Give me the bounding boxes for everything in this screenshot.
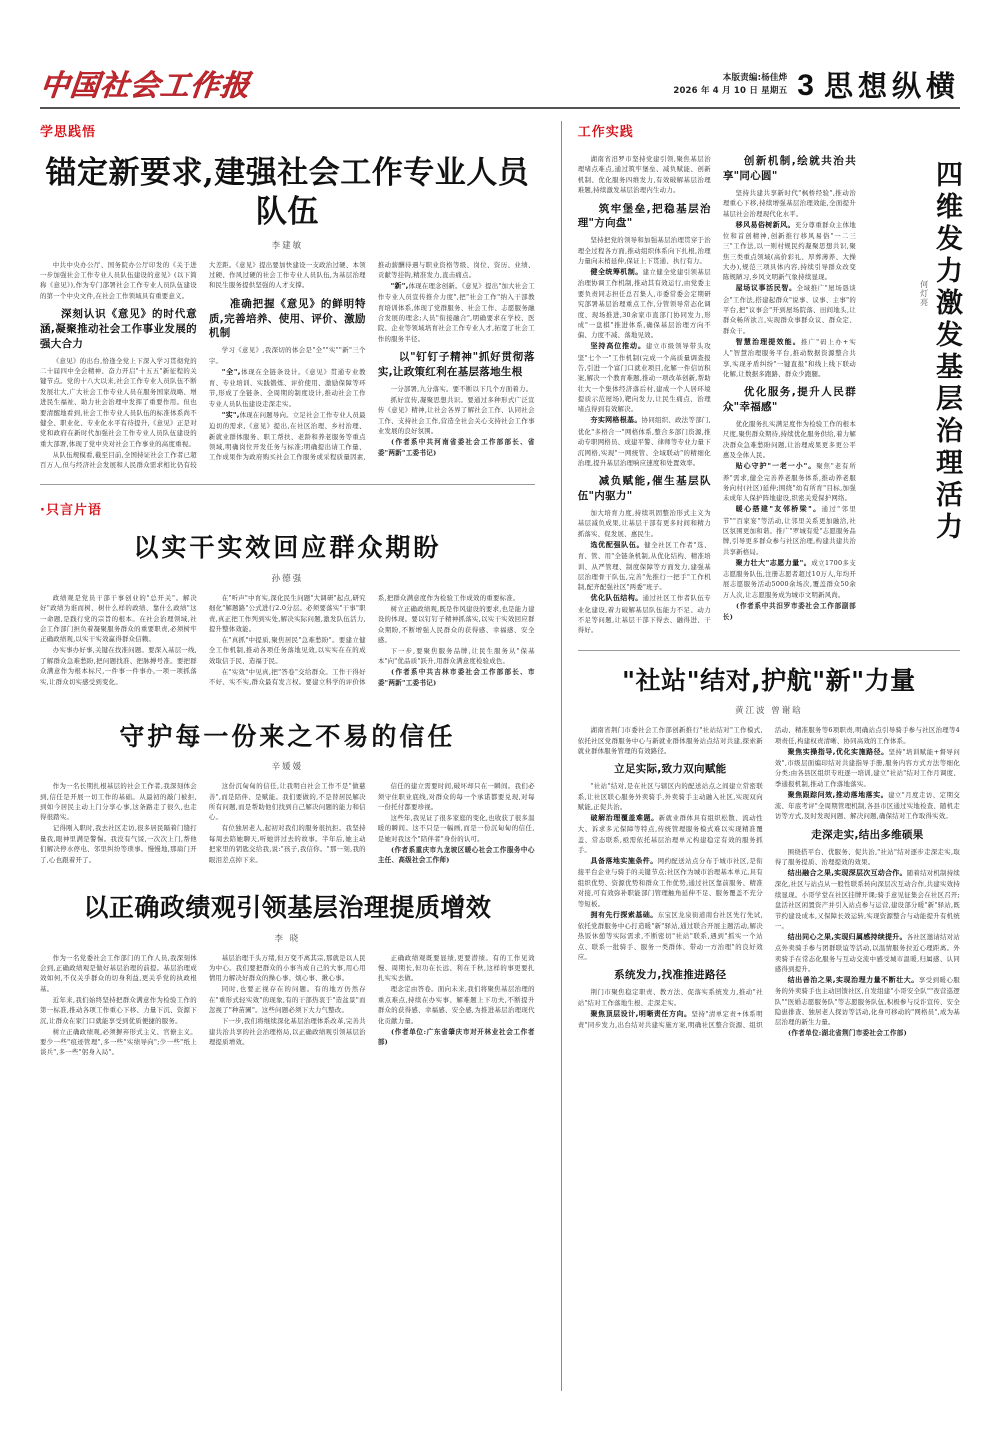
inline-head: 暖心搭建"友邻桥梁"。 xyxy=(735,505,822,514)
paragraph: 《意见》的出台,恰逢全党上下深入学习贯彻党的二十届四中全会精神、奋力开启"十五五"新征程的关键节点。党的十八大以来,社会工作专业人员队伍不断发展壮大,广大社会工作专业人员在服务国家战略、增进民生福祉、助力社会治理中发挥了重要作用。但也要清醒地看到,社会工作专业人员队伍的标准体系尚不健全、职业化、专业化水平有待提升,《意见》正是对党和政府在新时代加强社会工作专业人员队伍建设的重大部署,体现了党中央对社会工作事业的高度重视。 xyxy=(40,356,197,448)
article-1-subhead-2: 准确把握《意见》的鲜明特质,完善培养、使用、评价、激励机制 xyxy=(208,297,366,340)
inline-head: "全", xyxy=(221,367,241,376)
paragraph-text: 体现在全链条设计。《意见》贯通专业教育、专业培训、实践锻炼、评价使用、激励保障等环节,形成了全链条、全周期的制度设计,推动社会工作专业人员队伍建设走深走实。 xyxy=(208,367,366,408)
paragraph-text: 全域推广"屋场恳谈会"工作法,搭建起群众"说事、议事、主事"的平台,把"议事会"开到屋场院落、田间地头,让群众畅所欲言,实现群众事群众议、群众定、群众干。 xyxy=(722,284,856,335)
paragraph xyxy=(775,932,960,974)
article-1-subhead-3: 以"钉钉子精神"抓好贯彻落实,让政策红利在基层落地生根 xyxy=(377,351,535,378)
paragraph: 树立正确政绩观,既是作风建设的要求,也是能力建设的体现。要以钉钉子精神抓落实,以实干实效回应群众期盼,不断增强人民群众的获得感、幸福感、安全感。 xyxy=(377,604,535,645)
paragraph: 下一步,要聚焦服务品牌,让民生服务从"保基本"向"优品质"跃升,用群众满意度检验成色。 xyxy=(377,647,535,666)
article-3-byline: 辛媛媛 xyxy=(271,762,304,773)
inline-head: "实", xyxy=(221,410,240,419)
inline-head: 结出善治之果,实现治理力量不断壮大。 xyxy=(787,975,919,984)
inline-head: 智慧治理提效能。 xyxy=(735,337,801,346)
article-last-subhead-3: 走深走实,结出多维硕果 xyxy=(811,828,924,841)
paragraph xyxy=(723,504,856,557)
paragraph: 坚持把党的领导和加强基层治理贯穿于治理全过程各方面,推动组织体系向下扎根,治理力量向末梢延伸,保证上下贯通、执行有力。 xyxy=(577,236,711,266)
paragraph-text: 健全社区工作者"选、育、管、用"全链条机制,从优化结构、精准培训、从严管理、制度保障等方面发力,建强基层治理骨干队伍,完善"先推行一把手"工作机制,配齐配强社区"两委"班子。 xyxy=(577,540,711,592)
paragraph: 记得刚入职时,我去社区走访,很多居民隔着门缝打量我,眼神里满是警惕。我没有气馁,一次次上门,帮他们解决停水停电、邻里纠纷等琐事。慢慢地,那扇门开了,心也跟着开了。 xyxy=(40,824,197,864)
article-2-headline[interactable]: 以实干实效回应群众期盼 xyxy=(133,533,442,563)
paragraph: 从队伍规模看,截至目前,全国持证社会工作者已超百万人,但与经济社会发展和人民群众需求相比仍有较大差距。《意见》提出要加快建设一支政治过硬、本领过硬、作风过硬的社会工作专业人员队伍,为基层治理和民生服务提供坚强的人才支撑。 xyxy=(40,260,366,470)
paragraph xyxy=(775,790,960,822)
paragraph xyxy=(209,367,366,409)
paragraph-text: 东宝区龙泉街道南台社区先行先试,依托党群服务中心打造暖"新"驿站,通过联合开展主题活动,解决热饭休憩等实际需求,不断密切"社站"联系,遇到"抓实一个站点、联系一批骑手、服务一类群体、带动一方治理"的良好效应。 xyxy=(577,910,763,962)
paragraph: 湖南省荆门市委社会工作部创新推行"社站结对"工作模式,依托社区党群服务中心与新就业群体服务站点结对共建,探索新就业群体服务管理的有效路径。 xyxy=(577,726,763,756)
inline-head: 优化队伍结构。 xyxy=(590,594,643,603)
newspaper-page xyxy=(0,38,1000,1448)
paragraph xyxy=(723,283,856,336)
spacer xyxy=(40,689,535,715)
paragraph xyxy=(578,267,711,341)
paragraph xyxy=(578,540,711,593)
paragraph: 理念定由答卷。面向未来,我们将聚焦基层治理的重点难点,持续在办实事、解难题上下功夫,不断提升群众的获得感、幸福感、安全感,为推进基层治理现代化贡献力量。 xyxy=(377,985,535,1025)
feature-vertical-headline[interactable]: 四维发力激发基层治理活力 xyxy=(931,160,962,544)
paragraph-text: 坚持"培训赋能+督导问效",市级层面编印结对共建指导手册,服务内容方式方法等细化分类;由各县区组织专班逐一培训,建立"社站"结对工作月调度、季通报机制,推动工作落地落实。 xyxy=(774,747,960,788)
paragraph: 中共中央办公厅、国务院办公厅印发的《关于进一步加强社会工作专业人员队伍建设的意见》(以下简称《意见》),作为专门部署社会工作专业人员队伍建设的第一个中央文件,在社会工作领域具有重要意义。 xyxy=(40,260,197,300)
paragraph: 在"实效"中见真,把"答卷"交给群众。工作干得好不好、实不实,群众最有发言权。要建立科学的评价体系,把群众满意度作为检验工作成效的重要标准。 xyxy=(208,593,520,687)
article-correct-performance-view xyxy=(40,892,535,1058)
issue-editor: 本版责编:杨佳烨 xyxy=(722,73,788,84)
inline-head: 聚焦实操指导,优化实施路径。 xyxy=(787,747,889,756)
article-3-body xyxy=(40,781,535,866)
paragraph: 一分部署,九分落实。要不断以下几个方面着力。 xyxy=(390,384,533,393)
paragraph-text: 推广"码上办+实人"智慧治理服务平台,推动数据资源整合共享,实现矛盾纠纷"一键直报"和线上线下联动化解,让数据多跑路、群众少跑腿。 xyxy=(722,337,857,378)
article-1-headline[interactable]: 锚定新要求,建强社会工作专业人员队伍 xyxy=(45,155,530,230)
article-last-byline: 黄江波 曾谢晗 xyxy=(735,706,803,717)
article-last-subhead-1: 立足实际,致力双向赋能 xyxy=(614,763,727,776)
spacer xyxy=(40,866,535,892)
paragraph-text: 建立市级领导带头攻坚"七个一"工作机制(完成一个高质量调查报告,引进一个富门口就业项目,化解一件信访积案,解决一个教育难题,推动一项改革创新,帮助壮大一个集体经济落后村,建成一个人居环境提质示范屋场),靶向发力,让民生痛点、治理堵点得到有效解决。 xyxy=(577,342,711,414)
paragraph-text: 体现在问题导向。立足社会工作专业人员最迫切的需求,《意见》提出,在社区治理、乡村治理、新就业群体服务、职工帮扶、老龄和养老服务等重点领域,明确岗位开发任务与标准;明确提出请工作量、工作成果作为政府购买社会工作服务或采程质量因素,推动薪酬待遇与职业资格等级、岗位、资历、业绩、贡献等挂钩,精准发力,直击痛点。 xyxy=(208,260,535,462)
masthead-rule xyxy=(40,107,960,109)
paragraph: 湖南省汨罗市坚持党建引领,聚焦基层治理堵点难点,通过筑牢堡垒、减负赋能、创新机制、优化服务四维发力,有效破解基层治理难题,持续激发基层治理内生动力。 xyxy=(577,155,711,195)
page-number: 3 xyxy=(797,69,814,103)
inline-head: "新", xyxy=(390,281,409,290)
inline-head: 健全统筹机制。 xyxy=(590,268,643,277)
feature-attribution: (作者系中共汨罗市委社会工作部副部长) xyxy=(722,601,856,621)
feature-vertical-byline: 何灯亮 xyxy=(919,280,929,307)
feature-subhead-1: 筑牢堡垒,把稳基层治理"方向盘" xyxy=(577,202,711,230)
paragraph xyxy=(775,868,960,931)
right-column xyxy=(574,121,960,1391)
inline-head: 贴心守护"一老一小"。 xyxy=(735,462,817,471)
article-2-body xyxy=(40,593,535,689)
paragraph-text: 享受到暖心服务的外卖骑手也主动回馈社区,自发组建"小哥安全队""夜营巡逻队""医婚志愿服务队"等志愿服务队伍,积极参与反诈宣传、安全隐患排查、独居老人探访等活动,化身可移动的"网格员",成为基层治理的新生力量。 xyxy=(774,975,961,1027)
paragraph xyxy=(723,558,856,600)
paragraph: 同时,也要正视存在的问题。有的地方仍然存在"重形式轻实效"的现象,有的干部热衷于"造盆景"而忽视了"种苗圃"。这些问题必须下大力气整改。 xyxy=(208,985,366,1015)
paragraph: 这份沉甸甸的信任,让我明白社会工作不是"做慈善",而是陪伴、是赋能。我们要做的,不是替居民解决所有问题,而是帮助他们找到自己解决问题的能力和信心。 xyxy=(208,782,366,822)
paragraph: "社站"结对,是在社区与辖区内的配送站点之间建立常密联系,让社区联心服务外卖骑手,外卖骑手主动融入社区,实现双向赋能,正促共治。 xyxy=(577,782,763,812)
paragraph: 围绕搭平台、优服务、促共治,"社站"结对逐步走深走实,取得了服务提质、治理提效的效果。 xyxy=(774,847,960,867)
newspaper-logo[interactable] xyxy=(38,68,252,102)
divider xyxy=(40,484,535,485)
paragraph xyxy=(378,281,535,344)
paragraph-text: 网约配送站点分布于城市社区,是衔接平台企业与骑手的关键节点;社区作为城市治理基本单元,具有组织优势、资源优势和群众工作优势,通过社区靠前服务、精准对接,可有效弥补职能部门管理触角延伸不足、服务覆盖不充分等短板。 xyxy=(577,857,763,908)
paragraph: 基层治理千头万绪,但万变不离其宗,那就是以人民为中心。我们要把群众的小事当成自己的大事,用心用情用力解决好群众的操心事、烦心事、揪心事。 xyxy=(208,953,366,983)
inline-head: 坚持高位推动。 xyxy=(590,342,646,351)
article-guard-trust xyxy=(40,721,535,866)
issue-info xyxy=(673,72,787,100)
inline-head: 具备落地实施条件。 xyxy=(590,857,658,866)
paragraph: 下一步,我们将继续深化基层治理体系改革,完善共建共治共享的社会治理格局,以正确政绩观引领基层治理提质增效。 xyxy=(208,1017,366,1046)
inline-head: 移风易俗树新风。 xyxy=(735,220,795,229)
paragraph-text: 各社区邀请结对站点外卖骑手参与团群联谊等活动,以温情服务拉近心理距离。外卖骑手在常态化服务与互动交流中感受城市温暖,归属感、认同感得到提升。 xyxy=(774,932,960,973)
article-last-attribution: (作者单位:湖北省荆门市委社会工作部) xyxy=(788,1029,907,1038)
feature-text xyxy=(578,154,856,636)
article-last-headline[interactable]: "社站"结对,护航"新"力量 xyxy=(622,665,916,695)
paragraph: 有位独居老人,起初对我们的服务很抗拒。我坚持每周去陪她聊天,听她讲过去的故事。半年后,她主动把家里的钥匙交给我,说:"孩子,我信你。"那一刻,我的眼泪差点掉下来。 xyxy=(208,824,366,864)
paragraph xyxy=(723,220,856,283)
article-1-body xyxy=(40,260,535,471)
page-content xyxy=(40,121,960,1391)
article-2-attribution: (作者系中共吉林市委社会工作部部长、市委"两新"工委书记) xyxy=(377,668,535,688)
article-four-dimensions xyxy=(578,154,960,636)
section-name: 思想纵横 xyxy=(823,69,960,104)
paragraph: 正确政绩观既要显绩,更要潜绩。有的工作见效慢、周期长,但功在长远、利在千秋,这样的事更要扎扎实实去做。 xyxy=(377,953,535,983)
inline-head: 聚力壮大"志愿力量"。 xyxy=(735,558,812,567)
inline-head: 拥有先行探索基础。 xyxy=(590,910,658,919)
paragraph-text: 建立健全党建引领基层治理协调工作机制,推动其有效运行,由党委主要负责同志担任总召集人,市委常委会定期研究部署基层治理重点工作,分管领导常态化调度、现场推进,30余家市直部门协同发力,形成"一盘棋"推进体系,确保基层治理方向不偏、力度不减、落地见效。 xyxy=(577,268,711,340)
paragraph: 坚持共建共享新时代"枫桥经验",推动治理重心下移,持续增强基层治理效能,全面提升基层社会治理现代化水平。 xyxy=(722,188,856,218)
paragraph: 加大培育力度,持续巩固整治形式主义为基层减负成果,让基层干部有更多时间和精力抓落实、促发展、惠民生。 xyxy=(577,509,711,538)
feature-subhead-3: 优化服务,提升人民群众"幸福感" xyxy=(722,386,856,414)
paragraph: 优化服务扎实满足度作为检验工作的根本尺度,聚焦群众期待,持续优化服务供给,着力解决群众急难愁盼问题,让治理成果更多更公平惠及全体人民。 xyxy=(722,420,856,460)
paragraph-text: 坚持"清单定责+体系明责"同步发力,出台结对共建实施方案,明确社区整合资源、组织活动、精准服务等6项职责,明确站点引导骑手参与社区治理等4项责任,构建权责清晰、协同高效的工作体系。 xyxy=(577,726,960,1030)
newspaper-logo-text: 中国社会工作报 xyxy=(38,68,252,102)
paragraph xyxy=(578,813,763,855)
article-shezhan-pairing xyxy=(578,665,960,1039)
article-4-headline[interactable]: 以正确政绩观引领基层治理提质增效 xyxy=(83,893,492,923)
article-4-byline: 李 晓 xyxy=(274,933,301,944)
article-1-subhead-1: 深刻认识《意见》的时代意涵,凝聚推动社会工作事业发展的强大合力 xyxy=(40,308,197,350)
paragraph: 办实事办好事,关键在找准问题。要深入基层一线,了解群众急难愁盼,把问题找准、把脉搏号准。要把群众满意作为根本标尺,一件事一件事办,一项一项抓落实,让群众切实感受到变化。 xyxy=(40,646,197,686)
feature-subhead-mechanism: 创新机制,绘就共治共享"同心圆" xyxy=(722,155,856,182)
paragraph: 在"真抓"中提质,聚焦居民"急难愁盼"。要建立健全工作机制,推动各项任务落地见效,以实实在在的成效取信于民、造福于民。 xyxy=(208,636,366,665)
paragraph: 抓好宣传,凝聚思想共识。要通过多种形式广泛宣传《意见》精神,让社会各界了解社会工作、认同社会工作、支持社会工作,营造全社会关心支持社会工作事业发展的良好氛围。 xyxy=(377,395,535,436)
paragraph: 政绩观是党员干部干事创业的"总开关"。解决好"政绩为谁而树、树什么样的政绩、靠什么政绩"这一命题,是践行党的宗旨的根本。在社会治理领域,社会工作部门担负着凝聚服务群众的重要职责,必须树牢正确政绩观,以实干实效赢得群众信赖。 xyxy=(40,593,197,644)
inline-head: 屋场议事活民智。 xyxy=(735,284,797,293)
paragraph: 在"听声"中育实,深化民生问题"大调研"起点,研究细化"解题路"公式进行2.0分层。必须要落实"干事"职责,真正把工作列到实处,解决实际问题,激发队伍活力,提升整体效能。 xyxy=(208,593,366,634)
masthead xyxy=(38,38,960,104)
paragraph xyxy=(723,461,856,503)
kicker-xuesijianwu: 学思践悟 xyxy=(40,125,97,140)
article-2-byline: 孙德强 xyxy=(271,573,304,584)
paragraph-text: 随着结对机制持续深化,社区与站点从一般性联系转向深层次互动合作,共建实效持续显现。小哥学堂在社区挂牌开课;骑手意见征集会在社区召开;盘活社区闲置资产并引入站点参与运营,建设部分暖"新"驿站,既节约建设成本,又保障长效运转,实现资源整合与动能提升有机统一。 xyxy=(774,869,960,930)
paragraph-text: 通过社区工作者队伍专业化建设,着力破解基层队伍能力不足、动力不足等问题,让基层干部下得去、融得进、干得好。 xyxy=(577,594,711,635)
paragraph: 信任的建立需要时间,破坏却只在一瞬间。我们必须守住职业底线,对群众的每一个承诺都要兑现,对每一份托付都要珍视。 xyxy=(377,782,535,812)
paragraph: 作为一名长期扎根基层的社会工作者,我深刻体会到,信任是开展一切工作的基础。从最初的敲门被拒,到如今居民主动上门分享心事,这条路走了很久,也走得很踏实。 xyxy=(40,782,197,822)
paragraph xyxy=(578,856,763,909)
paragraph-text: 建立"月度走访、定期交流、年底考评"全周期管理机制,各县市区通过实地检查、随机走访等方式,及时发现问题、解决问题,确保结对工作取得实效。 xyxy=(774,790,960,821)
article-respond-to-expectations xyxy=(40,532,535,688)
inline-head: 聚焦顶层设计,明晰责任方向。 xyxy=(590,1009,692,1018)
inline-head: 聚焦跟踪问效,推动落地落实。 xyxy=(787,790,889,799)
article-3-headline[interactable]: 守护每一份来之不易的信任 xyxy=(119,721,456,751)
article-4-body xyxy=(40,953,535,1058)
paragraph-text: 通过"邻里节""百家宴"等活动,让邻里关系更加融洽,社区氛围更加和谐。推广"罗城有爱"志愿服务品牌,引导更多群众参与社区治理,构建共建共治共享新格局。 xyxy=(722,505,856,556)
paragraph xyxy=(723,337,856,379)
article-4-attribution: (作者单位:广东省肇庆市对开林业社会工作者部) xyxy=(377,1027,535,1047)
issue-date: 2026 年 4 月 10 日 星期五 xyxy=(673,85,788,96)
article-1-attribution: (作者系中共河南省委社会工作部部长、省委"两新"工委书记) xyxy=(377,438,535,457)
paragraph xyxy=(578,341,711,415)
feature-body xyxy=(578,154,864,636)
masthead-right xyxy=(673,69,960,104)
paragraph-text: 体现在理念创新。《意见》提出"加大社会工作专业人员宣传推介力度",把"社会工作"纳入干部教育培训体系,体现了党群服务、社会工作、志愿服务融合发展的理念;人员"衔接融合",明确要求在学校、医院、企业等领域培育社会工作专业人才,拓宽了社会工作的服务半径。 xyxy=(377,281,535,343)
article-last-subhead-2: 系统发力,找准推进路径 xyxy=(614,969,727,982)
paragraph xyxy=(578,593,711,635)
article-anchor-new-requirements xyxy=(40,154,535,470)
kicker-zhiyanpianyu: ·只言片语 xyxy=(40,503,102,519)
paragraph: 这些年,我见证了很多家庭的变化,也收获了很多温暖的瞬间。这不只是一幅画,而是一份沉甸甸的信任,是她对我这个"陪伴者"身份的认可。 xyxy=(377,814,535,843)
inline-head: 夯实网格根基。 xyxy=(590,416,642,425)
kicker-gongzuoshijian: 工作实践 xyxy=(577,125,634,140)
paragraph: 学习《意见》,我深切的体会是"全""实""新"三个字。 xyxy=(208,346,366,365)
paragraph xyxy=(775,975,960,1028)
paragraph xyxy=(578,910,763,963)
paragraph-text: 协同组织、政法等部门,优化"多格合一"网格体系,整合多部门资源,推动专职网格员、成建平警、律师等专业力量下沉网格,实现"一网统管、全域联动"的精细化治理,提升基层治理响应速度和处置效率。 xyxy=(577,416,711,467)
inline-head: 选优配强队伍。 xyxy=(590,540,645,549)
inline-head: 破解治理覆盖难题。 xyxy=(590,814,659,823)
column-divider xyxy=(561,121,562,1391)
paragraph-text: 聚焦"老有所养"需求,健全完善养老服务体系,推动养老服务向村(社区)延伸;围绕"幼有所育"目标,加强未成年人保护阵地建设,织密关爱保护网络。 xyxy=(722,462,856,503)
inline-head: 结出同心之果,实现归属感持续提升。 xyxy=(787,932,907,941)
paragraph-text: 新就业群体具有组织松散、流动性大、诉求多元保障等特点,传统管理服务模式难以实现精准覆盖、常态联系,亟需依托基层治理单元构建稳定有效的服务抓手。 xyxy=(577,814,763,855)
paragraph xyxy=(578,415,711,468)
paragraph xyxy=(775,747,960,789)
article-3-attribution: (作者系重庆市九龙坡区暖心社会工作服务中心主任、高级社会工作师) xyxy=(377,845,535,865)
paragraph-text: 成立1700多支志愿服务队伍,注册志愿者超过10万人,年均开展志愿服务活动5000余场次,覆盖群众50余万人次,让志愿服务成为城市文明新风尚。 xyxy=(722,558,857,599)
paragraph: 近年来,我们始终坚持把群众满意作为检验工作的第一标准,推动各项工作重心下移、力量下沉、资源下沉,让群众在家门口就能享受到优质便捷的服务。 xyxy=(40,995,197,1025)
inline-head: 结出融合之果,实现深层次互动合作。 xyxy=(787,869,907,878)
article-1-byline: 李建敏 xyxy=(271,240,304,251)
left-column xyxy=(40,121,549,1391)
paragraph: 树立正确政绩观,必须摒弃形式主义、官僚主义。要少一些"痕迹管理",多一些"实绩导向";少一些"纸上谈兵",多一些"躬身入局"。 xyxy=(40,1027,197,1057)
paragraph: 作为一名党委社会工作部门的工作人员,我深刻体会到,正确政绩观是做好基层治理的前提。基层治理成效如何,不仅关乎群众的切身利益,更关乎党的执政根基。 xyxy=(40,953,197,993)
article-last-body xyxy=(578,725,960,1039)
feature-vertical-title-wrap xyxy=(864,154,960,544)
paragraph: 荆门市聚焦稳定职责、教方法、促落实系统发力,推动"社站"结对工作落地生根、走深走实。 xyxy=(577,988,763,1007)
divider xyxy=(578,650,960,651)
feature-subhead-2: 减负赋能,催生基层队伍"内驱力" xyxy=(577,475,711,503)
paragraph-text: 充分尊重群众主体地位和首创精神,创新推行移风易俗"一二三三"工作法,以一则村规民约凝聚思想共识,聚焦三类重点领域(高价彩礼、厚葬薄养、大操大办),规范三项具体内容,持续引导群众改变陈规陋习,乡风文明新气象持续显现。 xyxy=(722,220,857,282)
